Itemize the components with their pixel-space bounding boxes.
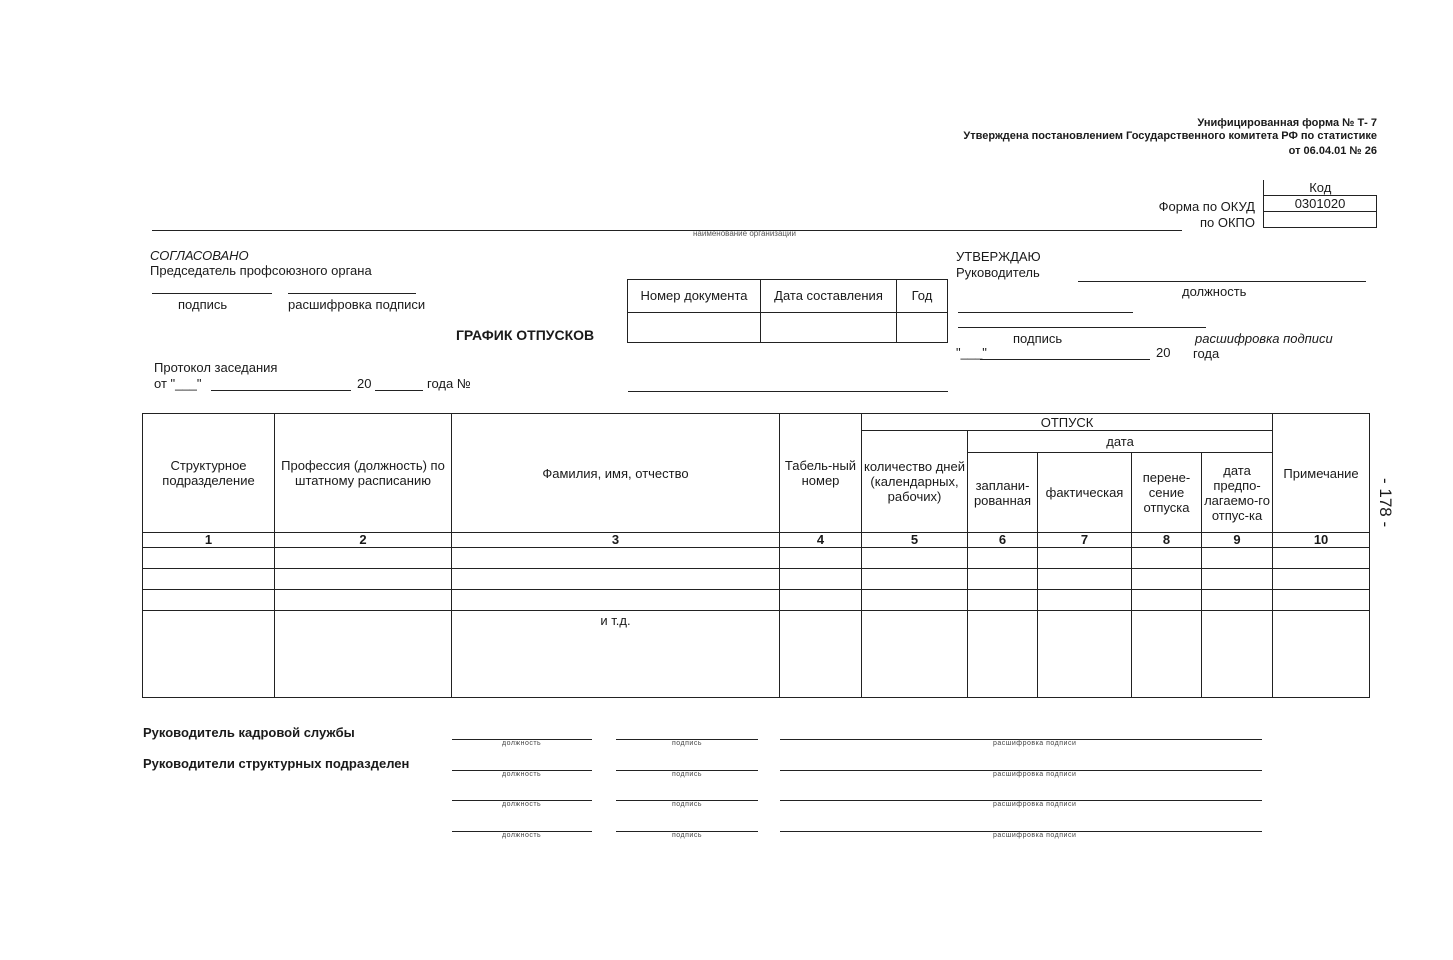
table-cell[interactable]: [1132, 569, 1202, 590]
header-full-name: Фамилия, имя, отчество: [452, 414, 780, 533]
column-number: 9: [1202, 533, 1273, 548]
signature-caption: подпись: [672, 801, 702, 808]
table-cell[interactable]: [1273, 611, 1370, 698]
table-cell[interactable]: [275, 590, 452, 611]
header-days-count: количество дней (календарных, рабочих): [862, 431, 968, 533]
page-number: - 178 -: [1376, 478, 1395, 528]
column-number: 2: [275, 533, 452, 548]
column-number: 3: [452, 533, 780, 548]
decoding-caption: расшифровка подписи: [993, 832, 1077, 839]
hr-head-label: Руководитель кадровой службы: [143, 725, 355, 740]
protocol-number-line[interactable]: [628, 391, 948, 392]
column-number: 4: [780, 533, 862, 548]
header-expected-date: дата предпо-лагаемо-го отпус-ка: [1202, 453, 1273, 533]
approve-position-line-2[interactable]: [958, 312, 1133, 313]
doc-date-header: Дата составления: [761, 280, 897, 313]
approve-year-prefix: 20: [1156, 345, 1171, 360]
header-transfer: перене-сение отпуска: [1132, 453, 1202, 533]
header-structural-unit: Структурное подразделение: [143, 414, 275, 533]
document-title: ГРАФИК ОТПУСКОВ: [456, 327, 595, 343]
doc-year-header: Год: [897, 280, 948, 313]
agreed-position: Председатель профсоюзного органа: [150, 263, 372, 278]
approve-year-suffix: года: [1193, 346, 1220, 361]
approve-date-line[interactable]: [980, 359, 1150, 360]
table-cell[interactable]: [452, 548, 780, 569]
doc-year-value[interactable]: [897, 313, 948, 343]
decoding-caption: расшифровка подписи: [993, 771, 1077, 778]
column-number: 1: [143, 533, 275, 548]
header-profession: Профессия (должность) по штатному расписанию: [275, 414, 452, 533]
agreed-signature-line[interactable]: [152, 293, 272, 294]
table-cell[interactable]: [1202, 548, 1273, 569]
decoding-caption: расшифровка подписи: [993, 801, 1077, 808]
signature-caption: подпись: [672, 832, 702, 839]
column-number: 8: [1132, 533, 1202, 548]
column-number: 7: [1038, 533, 1132, 548]
table-cell[interactable]: [968, 590, 1038, 611]
table-cell[interactable]: [143, 611, 275, 698]
organization-line[interactable]: [152, 230, 1182, 231]
etc-text: и т.д.: [600, 613, 631, 628]
protocol-year-suffix: года №: [427, 376, 471, 391]
agreed-decoding-caption: расшифровка подписи: [288, 297, 426, 312]
approve-decoding-caption: расшифровка подписи: [1195, 331, 1333, 346]
codes-box: [1263, 180, 1377, 228]
form-title: Унифицированная форма № Т- 7: [1197, 117, 1377, 129]
table-cell[interactable]: [143, 590, 275, 611]
table-cell[interactable]: [968, 548, 1038, 569]
doc-number-header: Номер документа: [628, 280, 761, 313]
table-cell[interactable]: [862, 569, 968, 590]
document-number-box: [627, 279, 948, 343]
protocol-date-line[interactable]: [211, 390, 351, 391]
header-planned: заплани-рованная: [968, 453, 1038, 533]
approved-date: от 06.04.01 № 26: [1288, 145, 1377, 157]
table-cell[interactable]: [1273, 569, 1370, 590]
column-number: 6: [968, 533, 1038, 548]
table-cell[interactable]: [275, 569, 452, 590]
table-cell[interactable]: [968, 569, 1038, 590]
organization-caption: наименование организации: [693, 229, 796, 238]
table-cell[interactable]: [1038, 611, 1132, 698]
table-cell[interactable]: [862, 590, 968, 611]
column-number: 10: [1273, 533, 1370, 548]
approve-position: Руководитель: [956, 265, 1040, 280]
signature-caption: подпись: [672, 740, 702, 747]
table-cell[interactable]: [275, 548, 452, 569]
table-cell[interactable]: [780, 611, 862, 698]
signature-caption: подпись: [672, 771, 702, 778]
dept-heads-label: Руководители структурных подразделен: [143, 756, 410, 771]
table-row[interactable]: [143, 548, 1370, 569]
table-cell[interactable]: [1273, 590, 1370, 611]
code-header: Код: [1264, 180, 1377, 196]
agreed-decoding-line[interactable]: [288, 293, 416, 294]
table-cell[interactable]: [1038, 590, 1132, 611]
position-caption: должность: [502, 740, 542, 747]
vacation-schedule-table: [142, 413, 1370, 698]
table-cell[interactable]: [968, 611, 1038, 698]
table-cell[interactable]: [1273, 548, 1370, 569]
position-caption: должность: [502, 771, 542, 778]
table-cell[interactable]: [452, 569, 780, 590]
table-cell[interactable]: [1202, 569, 1273, 590]
okpo-label: по ОКПО: [1199, 215, 1255, 230]
decoding-caption: расшифровка подписи: [993, 740, 1077, 747]
approve-signature-caption: подпись: [1013, 331, 1063, 346]
table-cell[interactable]: [452, 590, 780, 611]
header-vacation-group: ОТПУСК: [862, 414, 1273, 431]
table-row[interactable]: [143, 611, 1370, 698]
doc-date-value[interactable]: [761, 313, 897, 343]
protocol-year-prefix: 20: [357, 376, 372, 391]
approve-date-quote: "___": [956, 345, 987, 360]
approve-title: УТВЕРЖДАЮ: [956, 249, 1041, 264]
doc-number-value[interactable]: [628, 313, 761, 343]
table-cell[interactable]: [143, 569, 275, 590]
header-actual: фактическая: [1038, 453, 1132, 533]
approved-by: Утверждена постановлением Государственного комитета РФ по статистике: [963, 130, 1377, 142]
protocol-date-prefix: от "___": [154, 376, 202, 391]
table-cell[interactable]: [862, 611, 968, 698]
table-cell[interactable]: [780, 569, 862, 590]
table-cell[interactable]: [1132, 548, 1202, 569]
table-cell[interactable]: [1202, 590, 1273, 611]
table-cell[interactable]: [1202, 611, 1273, 698]
table-cell[interactable]: [1038, 548, 1132, 569]
table-cell[interactable]: [862, 548, 968, 569]
okud-label: Форма по ОКУД: [1158, 199, 1255, 214]
header-note: Примечание: [1273, 414, 1370, 533]
table-cell[interactable]: [143, 548, 275, 569]
table-cell[interactable]: [780, 590, 862, 611]
okpo-value[interactable]: [1264, 212, 1377, 228]
approve-signature-line[interactable]: [958, 327, 1206, 328]
table-cell[interactable]: [275, 611, 452, 698]
table-row[interactable]: [143, 590, 1370, 611]
column-number: 5: [862, 533, 968, 548]
table-cell[interactable]: [1038, 569, 1132, 590]
okud-value[interactable]: 0301020: [1264, 196, 1377, 212]
table-row[interactable]: [143, 569, 1370, 590]
protocol-year-line[interactable]: [375, 390, 423, 391]
table-cell[interactable]: [1132, 611, 1202, 698]
table-cell[interactable]: [1132, 590, 1202, 611]
agreed-signature-caption: подпись: [178, 297, 228, 312]
protocol-line1: Протокол заседания: [154, 360, 278, 375]
table-cell[interactable]: [452, 611, 780, 698]
position-caption: должность: [502, 801, 542, 808]
approve-position-caption: должность: [1182, 284, 1247, 299]
agreed-title: СОГЛАСОВАНО: [150, 248, 249, 263]
header-personnel-number: Табель-ный номер: [780, 414, 862, 533]
table-cell[interactable]: [780, 548, 862, 569]
header-date-group: дата: [968, 431, 1273, 453]
position-caption: должность: [502, 832, 542, 839]
approve-position-line[interactable]: [1078, 281, 1366, 282]
